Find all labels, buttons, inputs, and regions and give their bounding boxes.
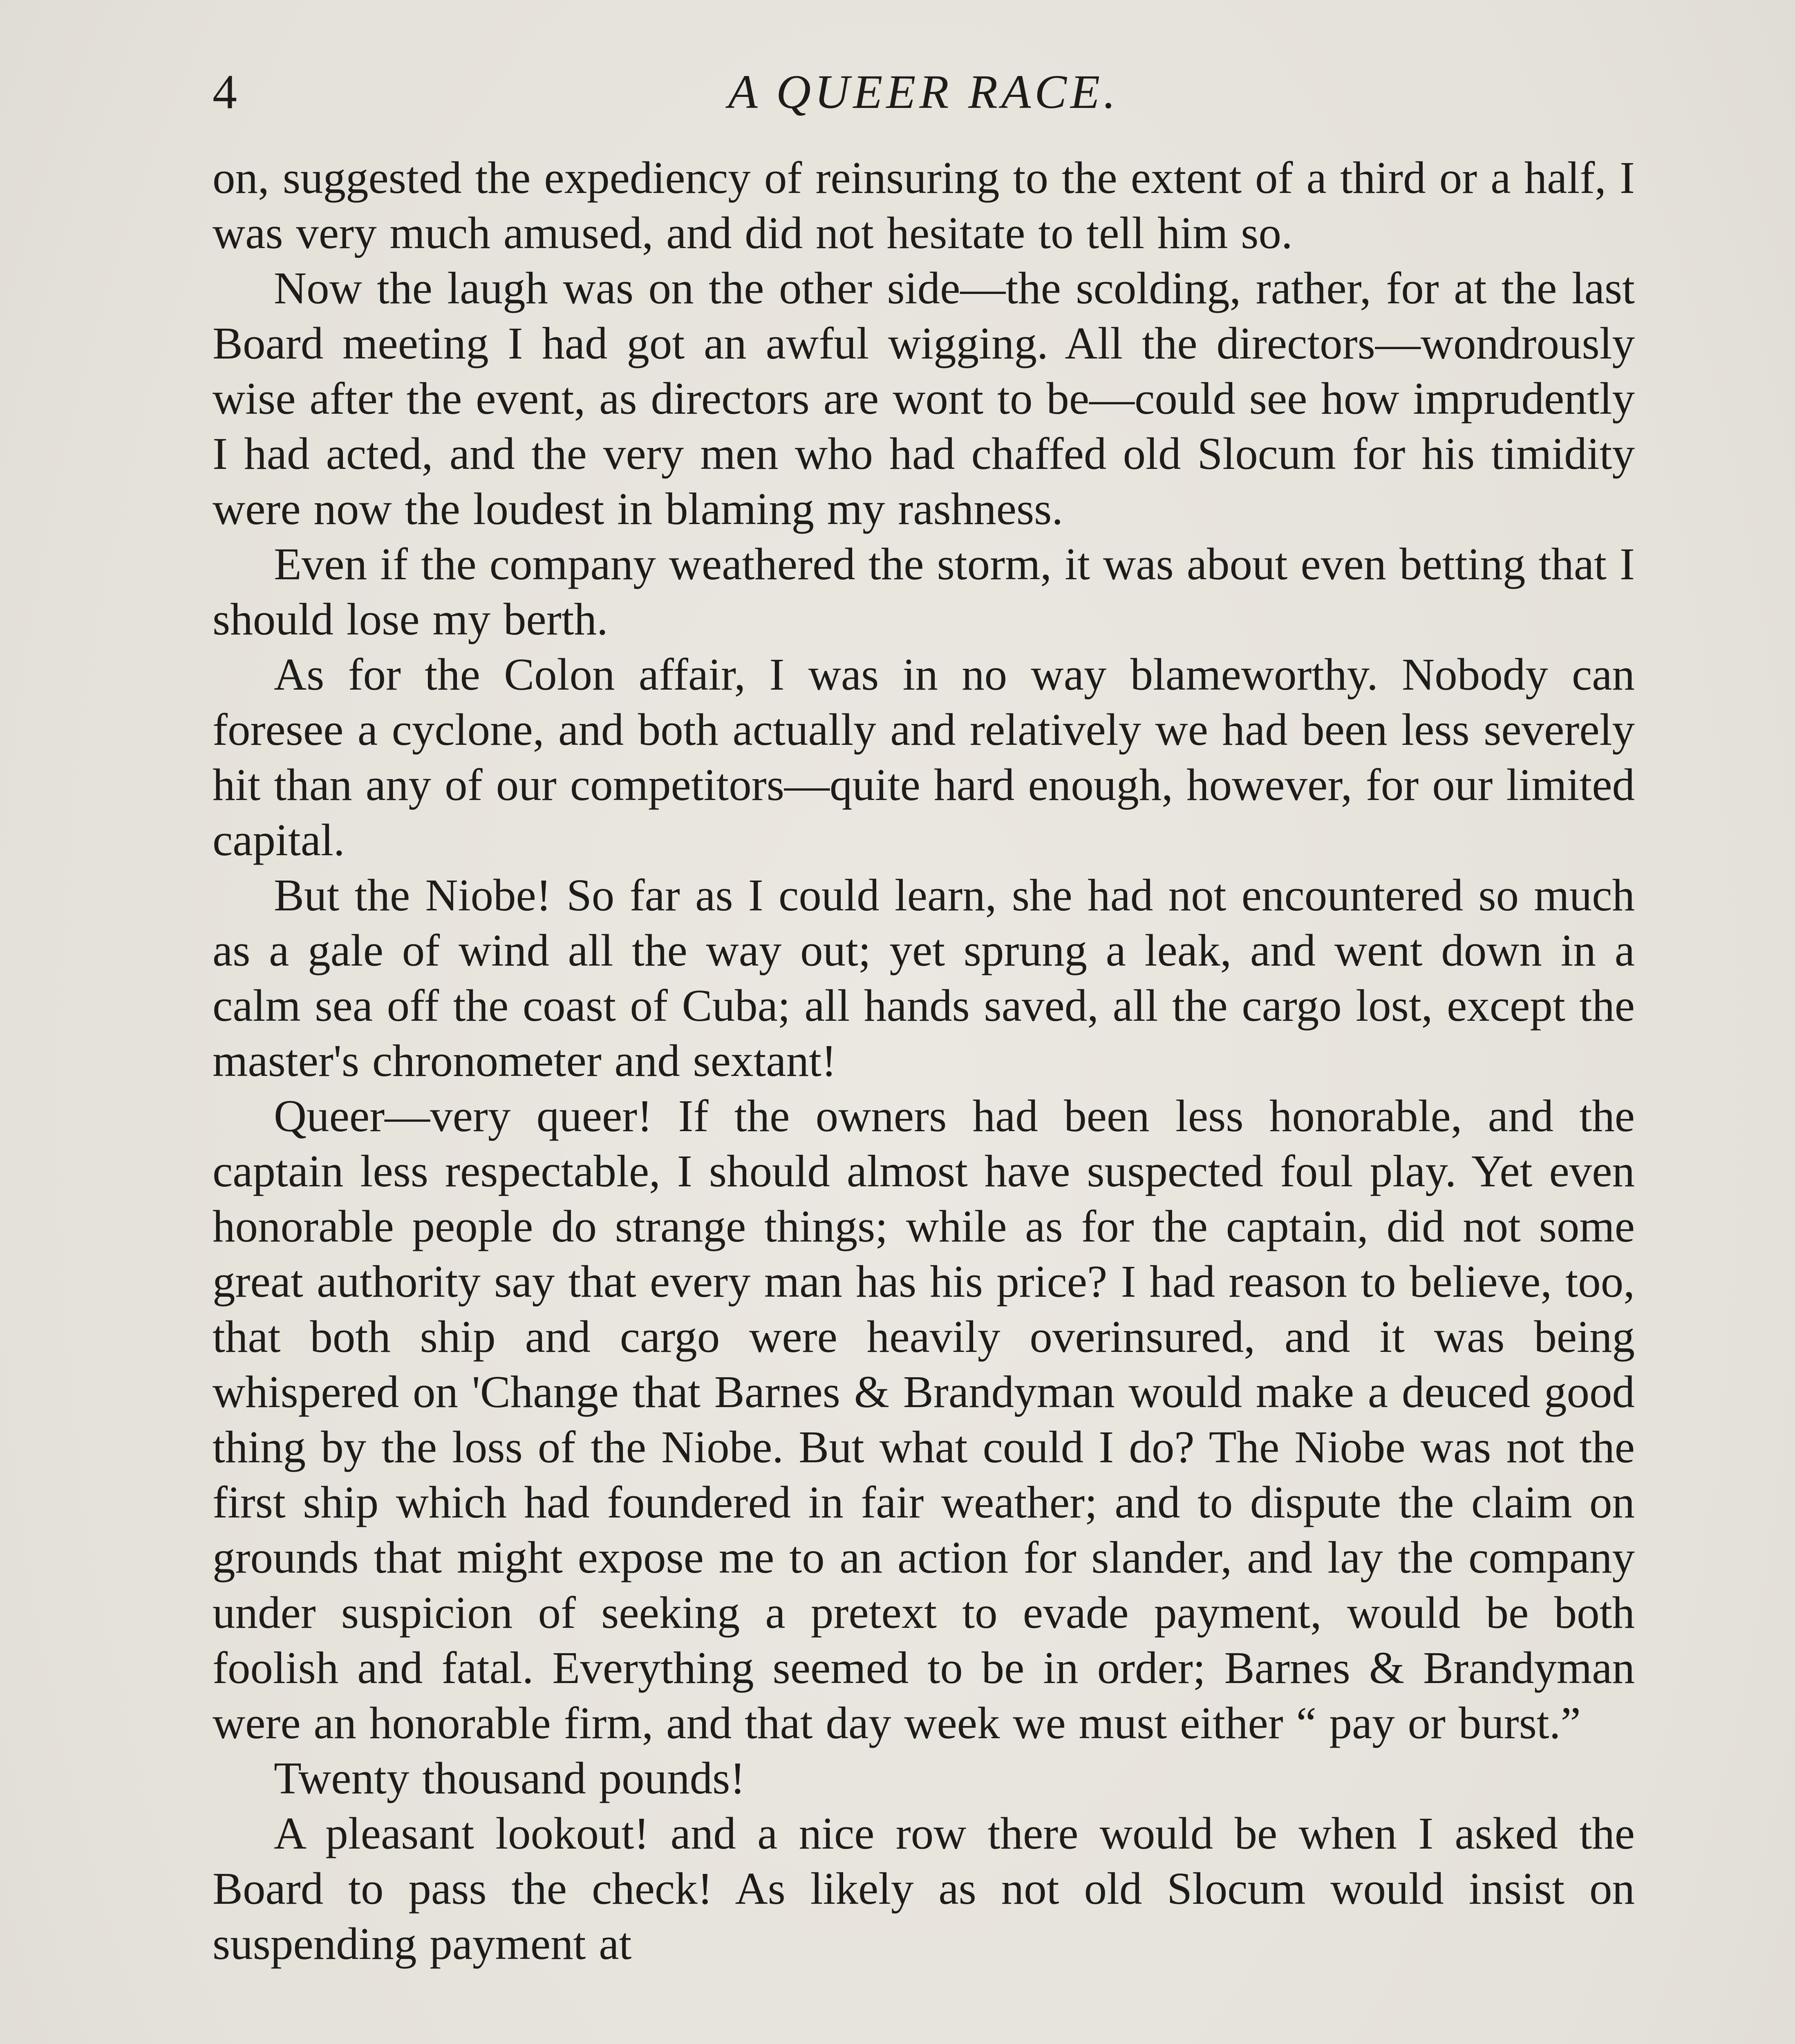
paragraph: Queer—very queer! If the owners had been less honorable, and the captain less respectable, I should almost have suspected foul play. Yet even honorable people do strange things; while as for the captain, did not some great authority say that every man has his price? I had reason to believe, too, that both ship and cargo were heavily overinsured, and it was being whispered on 'Change that Barnes & Brandyman would make a deuced good thing by the loss of the Niobe. But what could I do? The Niobe was not the first ship which had foundered in fair weather; and to dispute the claim on grounds that might expose me to an action for slander, and lay the company under suspicion of seeking a pretext to evade payment, would be both foolish and fatal. Everything seemed to be in order; Barnes & Brandyman were an honorable firm, and that day week we must either “ pay or burst.” [213,1091,1635,1748]
body-text [213,150,1635,1972]
running-title: A QUEER RACE. [728,65,1119,119]
page-number: 4 [213,65,237,119]
paragraph: A pleasant lookout! and a nice row there would be when I asked the Board to pass the check! As likely as not old Slocum would insist on suspending payment at [213,1809,1635,1969]
paragraph: As for the Colon affair, I was in no way blameworthy. Nobody can foresee a cyclone, and both actually and relatively we had been less severely hit than any of our competitors—quite hard enough, however, for our limited capital. [213,650,1635,865]
paragraph: Twenty thousand pounds! [274,1753,745,1804]
page-header [213,61,1635,123]
paragraph: Even if the company weathered the storm, it was about even betting that I should lose my berth. [213,539,1635,645]
paragraph: on, suggested the expediency of reinsuring to the extent of a third or a half, I was very much amused, and did not hesitate to tell him so. [213,153,1635,258]
paragraph: But the Niobe! So far as I could learn, she had not encountered so much as a gale of wind all the way out; yet sprung a leak, and went down in a calm sea off the coast of Cuba; all hands saved, all the cargo lost, except the master's chronometer and sextant! [213,870,1635,1086]
paragraph: Now the laugh was on the other side—the scolding, rather, for at the last Board meeting I had got an awful wigging. All the directors—wondrously wise after the event, as directors are wont to be—could see how imprudently I had acted, and the very men who had chaffed old Slocum for his timidity were now the loudest in blaming my rashness. [213,263,1635,534]
